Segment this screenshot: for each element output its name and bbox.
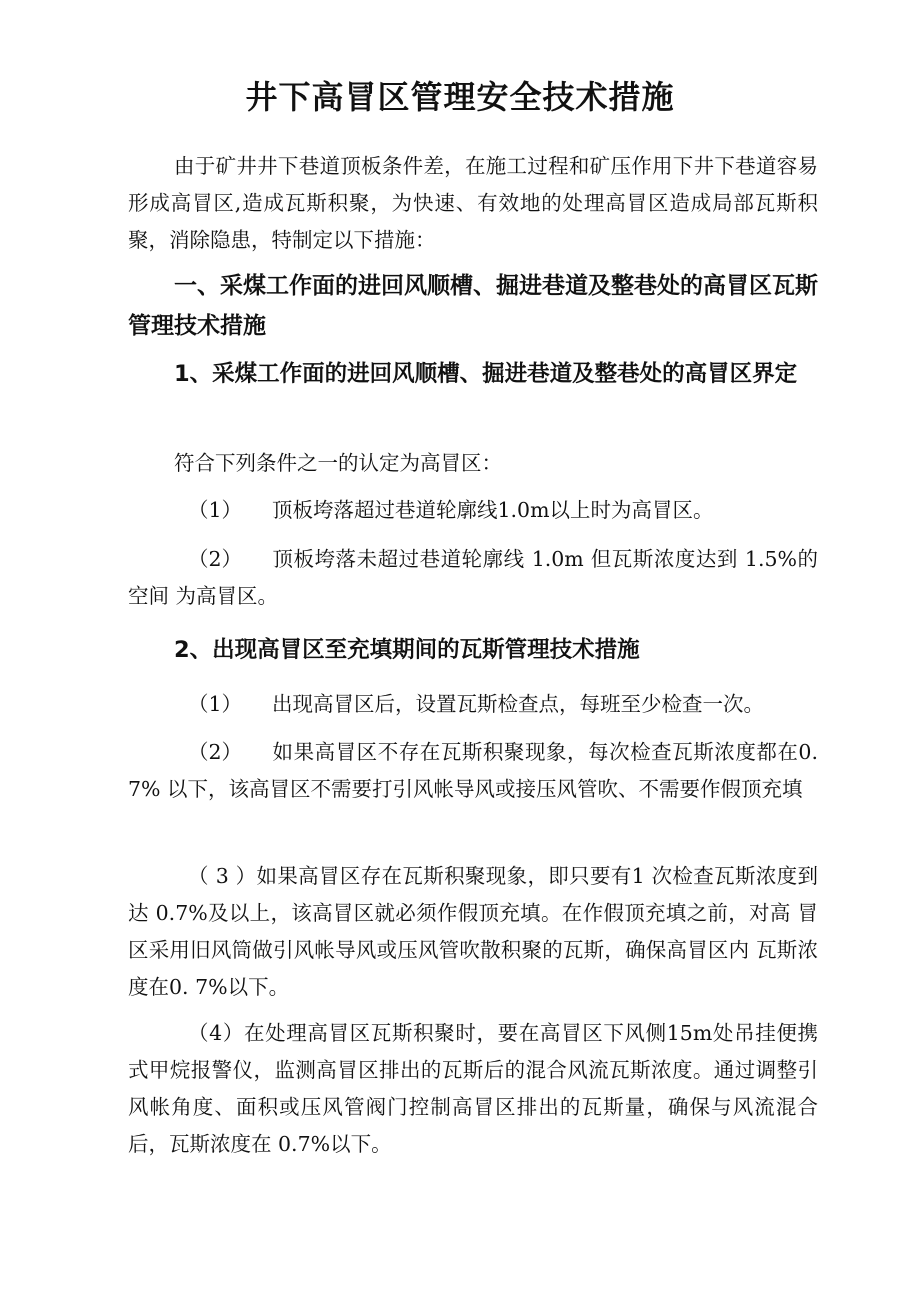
list-item-text: 如果高冒区不存在瓦斯积聚现象，每次检查瓦斯浓度都在0. 7% 以下，该高冒区不需要打引风帐导风或接压风管吹、不需要作假顶充填 [128, 740, 818, 801]
subsection-1-lead: 符合下列条件之一的认定为高冒区： [174, 451, 502, 475]
list-item-text: 如果高冒区存在瓦斯积聚现象，即只要有1 次检查瓦斯浓度到 达 0.7%及以上，该高冒区就必须作假顶充填。在作假顶充填之前，对高 冒区采用旧风筒做引风帐导风或压风管吹散积聚的瓦斯，确保高冒区内 瓦斯浓度在0. 7%以下。 [128, 864, 819, 999]
list-item [128, 1015, 818, 1163]
list-item [128, 858, 818, 1006]
section-1-heading: 一、采煤工作面的进回风顺槽、掘进巷道及整巷处的高冒区瓦斯管理技术措施 [128, 273, 818, 339]
intro-paragraph: 由于矿井井下巷道顶板条件差，在施工过程和矿压作用下井下巷道容易形成高冒区,造成瓦斯积聚，为快速、有效地的处理高冒区造成局部瓦斯积聚，消除隐患，特制定以下措施： [128, 154, 818, 252]
list-item-number: （ 3 ） [188, 864, 257, 888]
list-item-number: （1） [188, 498, 243, 522]
document-title: 井下高冒区管理安全技术措施 [245, 78, 675, 116]
subsection-1-heading: 1、采煤工作面的进回风顺槽、掘进巷道及整巷处的高冒区界定 [174, 361, 798, 387]
list-item-text: 出现高冒区后，设置瓦斯检查点，每班至少检查一次。 [272, 692, 764, 716]
list-item [128, 492, 818, 529]
list-item [128, 541, 818, 615]
list-item-text: 顶板垮落未超过巷道轮廓线 1.0m 但瓦斯浓度达到 1.5%的空间 为高冒区。 [128, 547, 818, 608]
list-item-number: （2） [188, 547, 243, 571]
list-item-text: 在处理高冒区瓦斯积聚时，要在高冒区下风侧15m处吊挂便携式甲烷报警仪，监测高冒区排出的瓦斯后的混合风流瓦斯浓度。通过调整引风帐角度、面积或压风管阀门控制高冒区排出的瓦斯量，确保与风流混合后，瓦斯浓度在 0.7%以下。 [128, 1021, 818, 1156]
list-item [128, 734, 818, 808]
list-item-number: （1） [188, 692, 243, 716]
subsection-2-heading: 2、出现高冒区至充填期间的瓦斯管理技术措施 [174, 637, 640, 663]
list-item-text: 顶板垮落超过巷道轮廓线1.0m以上时为高冒区。 [272, 498, 714, 522]
list-item-number: （4） [188, 1021, 244, 1045]
list-item [128, 686, 818, 723]
list-item-number: （2） [188, 740, 243, 764]
